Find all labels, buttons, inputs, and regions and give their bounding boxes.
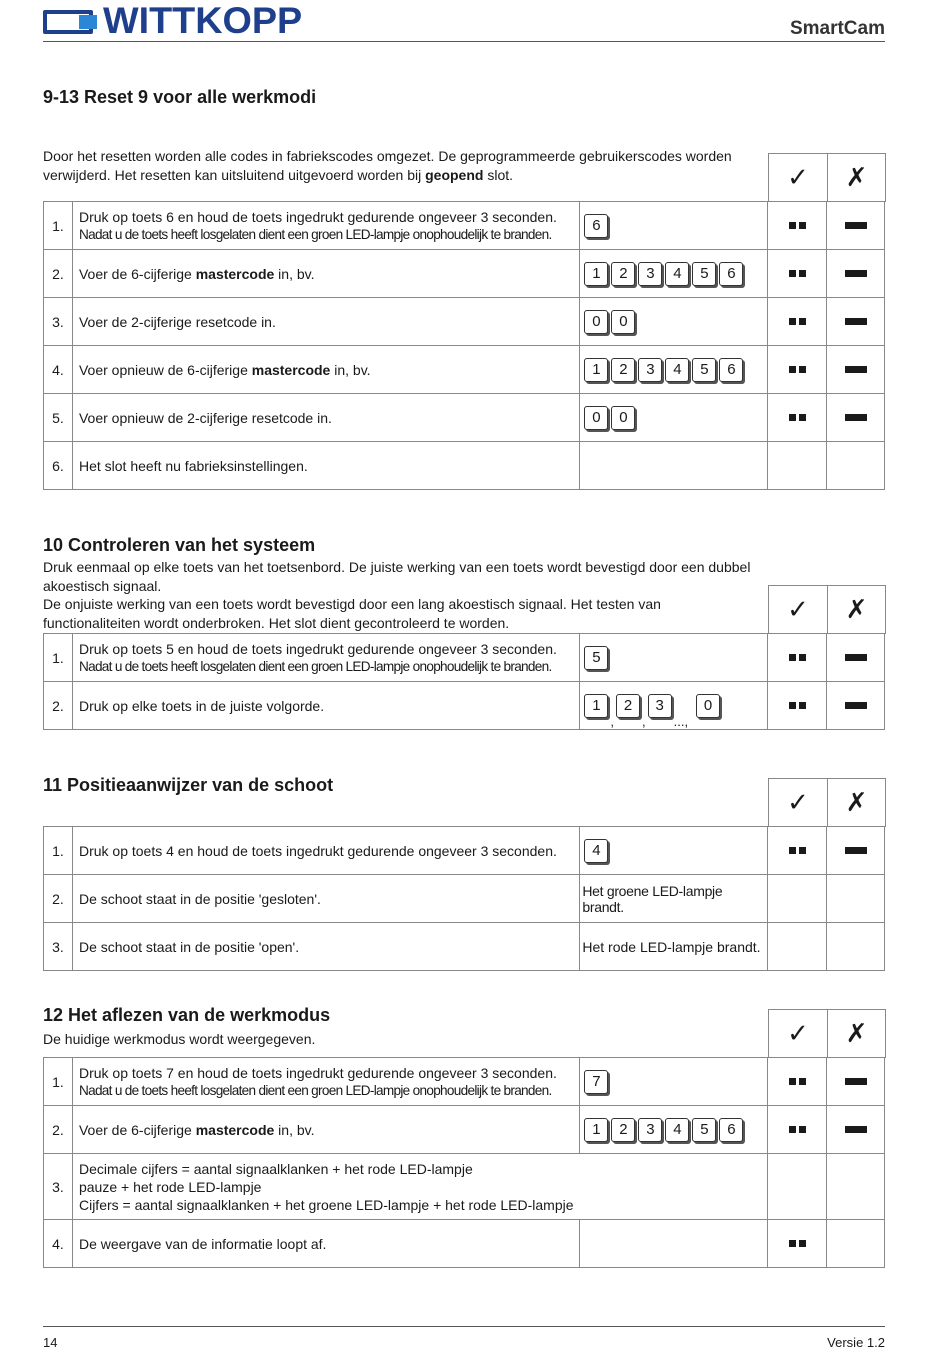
- key-sequence: [580, 250, 768, 297]
- double-beep-icon: [789, 222, 806, 229]
- step-number: 3.: [44, 1154, 73, 1219]
- long-beep-icon: [845, 270, 867, 277]
- reset-table: [43, 201, 885, 490]
- step-number: 5.: [44, 394, 73, 441]
- cross-icon: ✗: [828, 586, 886, 634]
- step-text: Decimale cijfers = aantal signaalklanken + het rode LED-lampje pauze + het rode LED-lampje Cijfers = aantal signaalklanken + het groene LED-lampje + het rode LED-lampje: [73, 1154, 768, 1219]
- bolt-indicator-table: [43, 826, 885, 971]
- key-sequence: [580, 298, 768, 345]
- step-number: 2.: [44, 1106, 73, 1153]
- step-text: De schoot staat in de positie 'gesloten'.: [73, 875, 580, 922]
- long-beep-icon: [845, 222, 867, 229]
- check-icon: ✓: [769, 1010, 828, 1058]
- long-beep-icon: [845, 654, 867, 661]
- key-icon: 2: [611, 358, 635, 382]
- long-beep-icon: [845, 847, 867, 854]
- step-number: 4.: [44, 1220, 73, 1267]
- step-number: 2.: [44, 682, 73, 729]
- step-text: Het slot heeft nu fabrieksinstellingen.: [73, 442, 580, 489]
- key-icon: 6: [719, 358, 743, 382]
- key-icon: 3: [638, 262, 662, 286]
- table-row: [44, 442, 885, 490]
- section-intro-check-system: Druk eenmaal op elke toets van het toetsenbord. De juiste werking van een toets wordt bevestigd door een dubbel akoestisch signaal. De onjuiste werking van een toets wordt bevestigd door een lang akoestisch signaal. Het testen van functionaliteiten wordt onderbroken. Het slot dient gecontroleerd te worden.: [43, 559, 751, 631]
- table-row: [44, 1154, 885, 1220]
- double-beep-icon: [789, 1240, 806, 1247]
- step-number: 4.: [44, 346, 73, 393]
- long-beep-icon: [845, 1126, 867, 1133]
- key-icon: 4: [665, 358, 689, 382]
- table-row: [44, 298, 885, 346]
- step-text: Druk op toets 6 en houd de toets ingedrukt gedurende ongeveer 3 seconden. Nadat u de toets heeft losgelaten dient een groen LED-lampje onophoudelijk te branden.: [73, 202, 580, 249]
- double-beep-icon: [789, 847, 806, 854]
- key-sequence: [580, 682, 768, 729]
- table-row: [44, 827, 885, 875]
- key-icon: 1: [584, 358, 608, 382]
- table-row: [44, 250, 885, 298]
- key-sequence: [580, 1058, 768, 1105]
- step-number: 1.: [44, 827, 73, 874]
- table-row: [44, 394, 885, 442]
- section-title-bolt-indicator: 11 Positieaanwijzer van de schoot: [43, 775, 334, 795]
- key-icon: 6: [719, 1118, 743, 1142]
- long-beep-icon: [845, 1078, 867, 1085]
- key-icon: 0: [696, 694, 720, 718]
- table-row: [44, 923, 885, 971]
- table-row: [44, 682, 885, 730]
- table-row: [44, 1058, 885, 1106]
- version-label: Versie 1.2: [827, 1335, 885, 1350]
- section-intro-reset: Door het resetten worden alle codes in fabriekscodes omgezet. De geprogrammeerde gebruikerscodes worden verwijderd. Het resetten kan uitsluitend uitgevoerd worden bij geopend slot.: [43, 148, 732, 183]
- cross-icon: ✗: [828, 154, 886, 202]
- check-header-row: [768, 153, 886, 202]
- key-sequence: [580, 202, 768, 249]
- key-icon: 6: [719, 262, 743, 286]
- section-title-check-system: 10 Controleren van het systeem: [43, 535, 316, 555]
- long-beep-icon: [845, 318, 867, 325]
- check-system-table: [43, 633, 885, 730]
- key-icon: 0: [611, 406, 635, 430]
- key-icon: 6: [584, 214, 608, 238]
- key-icon: 5: [584, 646, 608, 670]
- step-number: 3.: [44, 298, 73, 345]
- double-beep-icon: [789, 414, 806, 421]
- check-icon: ✓: [769, 586, 828, 634]
- key-icon: 3: [648, 694, 672, 718]
- step-number: 3.: [44, 923, 73, 970]
- step-number: 6.: [44, 442, 73, 489]
- key-icon: 1: [584, 1118, 608, 1142]
- key-icon: 2: [611, 262, 635, 286]
- step-text: Voer opnieuw de 2-cijferige resetcode in.: [73, 394, 580, 441]
- section-title-read-mode: 12 Het aflezen van de werkmodus: [43, 1005, 331, 1025]
- key-icon: 2: [611, 1118, 635, 1142]
- key-sequence: [580, 394, 768, 441]
- page-number: 14: [43, 1335, 58, 1350]
- key-icon: 4: [665, 262, 689, 286]
- step-number: 1.: [44, 1058, 73, 1105]
- double-beep-icon: [789, 1126, 806, 1133]
- key-icon: 1: [584, 694, 608, 718]
- key-icon: 1: [584, 262, 608, 286]
- wittkopp-logo: [43, 0, 303, 41]
- key-icon: 3: [638, 1118, 662, 1142]
- step-text: Druk op elke toets in de juiste volgorde.: [73, 682, 580, 729]
- page-footer: [43, 1326, 885, 1350]
- long-beep-icon: [845, 702, 867, 709]
- key-sequence: [580, 1106, 768, 1153]
- key-icon: 4: [584, 839, 608, 863]
- step-text: De schoot staat in de positie 'open'.: [73, 923, 580, 970]
- step-number: 1.: [44, 634, 73, 681]
- step-number: 1.: [44, 202, 73, 249]
- page-header: [43, 0, 885, 42]
- key-icon: 7: [584, 1070, 608, 1094]
- double-beep-icon: [789, 366, 806, 373]
- step-text: Druk op toets 5 en houd de toets ingedrukt gedurende ongeveer 3 seconden. Nadat u de toets heeft losgelaten dient een groen LED-lampje onophoudelijk te branden.: [73, 634, 580, 681]
- table-row: [44, 1220, 885, 1268]
- double-beep-icon: [789, 270, 806, 277]
- step-number: 2.: [44, 250, 73, 297]
- check-header-row: [768, 585, 886, 634]
- step-number: 2.: [44, 875, 73, 922]
- key-icon: 0: [584, 406, 608, 430]
- brand-name: SmartCam: [789, 18, 885, 39]
- section-title-reset: 9-13 Reset 9 voor alle werkmodi: [43, 87, 317, 107]
- key-icon: 4: [665, 1118, 689, 1142]
- key-icon: 5: [692, 262, 716, 286]
- check-icon: ✓: [769, 779, 828, 827]
- step-text: Druk op toets 7 en houd de toets ingedrukt gedurende ongeveer 3 seconden. Nadat u de toets heeft losgelaten dient een groen LED-lampje onophoudelijk te branden.: [73, 1058, 580, 1105]
- step-text: Voer opnieuw de 6-cijferige mastercode in, bv.: [73, 346, 580, 393]
- key-icon: 0: [611, 310, 635, 334]
- table-row: [44, 634, 885, 682]
- long-beep-icon: [845, 366, 867, 373]
- cross-icon: ✗: [828, 779, 886, 827]
- check-icon: ✓: [769, 154, 828, 202]
- table-row: [44, 1106, 885, 1154]
- table-row: [44, 346, 885, 394]
- key-separator: ,: [610, 714, 614, 729]
- key-icon: 5: [692, 1118, 716, 1142]
- step-text: De weergave van de informatie loopt af.: [73, 1220, 580, 1267]
- key-sequence: [580, 634, 768, 681]
- step-text: Voer de 2-cijferige resetcode in.: [73, 298, 580, 345]
- result-text: Het rode LED-lampje brandt.: [580, 923, 768, 970]
- double-beep-icon: [789, 654, 806, 661]
- table-row: [44, 875, 885, 923]
- key-icon: 2: [616, 694, 640, 718]
- key-icon: 5: [692, 358, 716, 382]
- cross-icon: ✗: [828, 1010, 886, 1058]
- step-text: Voer de 6-cijferige mastercode in, bv.: [73, 250, 580, 297]
- long-beep-icon: [845, 414, 867, 421]
- read-mode-table: [43, 1057, 885, 1268]
- table-row: [44, 202, 885, 250]
- key-sequence: [580, 827, 768, 874]
- check-header-row: [768, 1009, 886, 1058]
- key-icon: 3: [638, 358, 662, 382]
- key-separator: ,: [641, 714, 646, 729]
- logo-mark-icon: [43, 6, 101, 36]
- step-text: Druk op toets 4 en houd de toets ingedrukt gedurende ongeveer 3 seconden.: [73, 827, 580, 874]
- double-beep-icon: [789, 702, 806, 709]
- key-separator: ...,: [673, 714, 689, 729]
- check-header-row: [768, 778, 886, 827]
- step-text: Voer de 6-cijferige mastercode in, bv.: [73, 1106, 580, 1153]
- result-text: Het groene LED-lampje brandt.: [580, 875, 768, 922]
- section-intro-read-mode: De huidige werkmodus wordt weergegeven.: [43, 1031, 316, 1047]
- key-icon: 0: [584, 310, 608, 334]
- key-sequence: [580, 346, 768, 393]
- double-beep-icon: [789, 318, 806, 325]
- double-beep-icon: [789, 1078, 806, 1085]
- logo-text: WITTKOPP: [103, 0, 303, 41]
